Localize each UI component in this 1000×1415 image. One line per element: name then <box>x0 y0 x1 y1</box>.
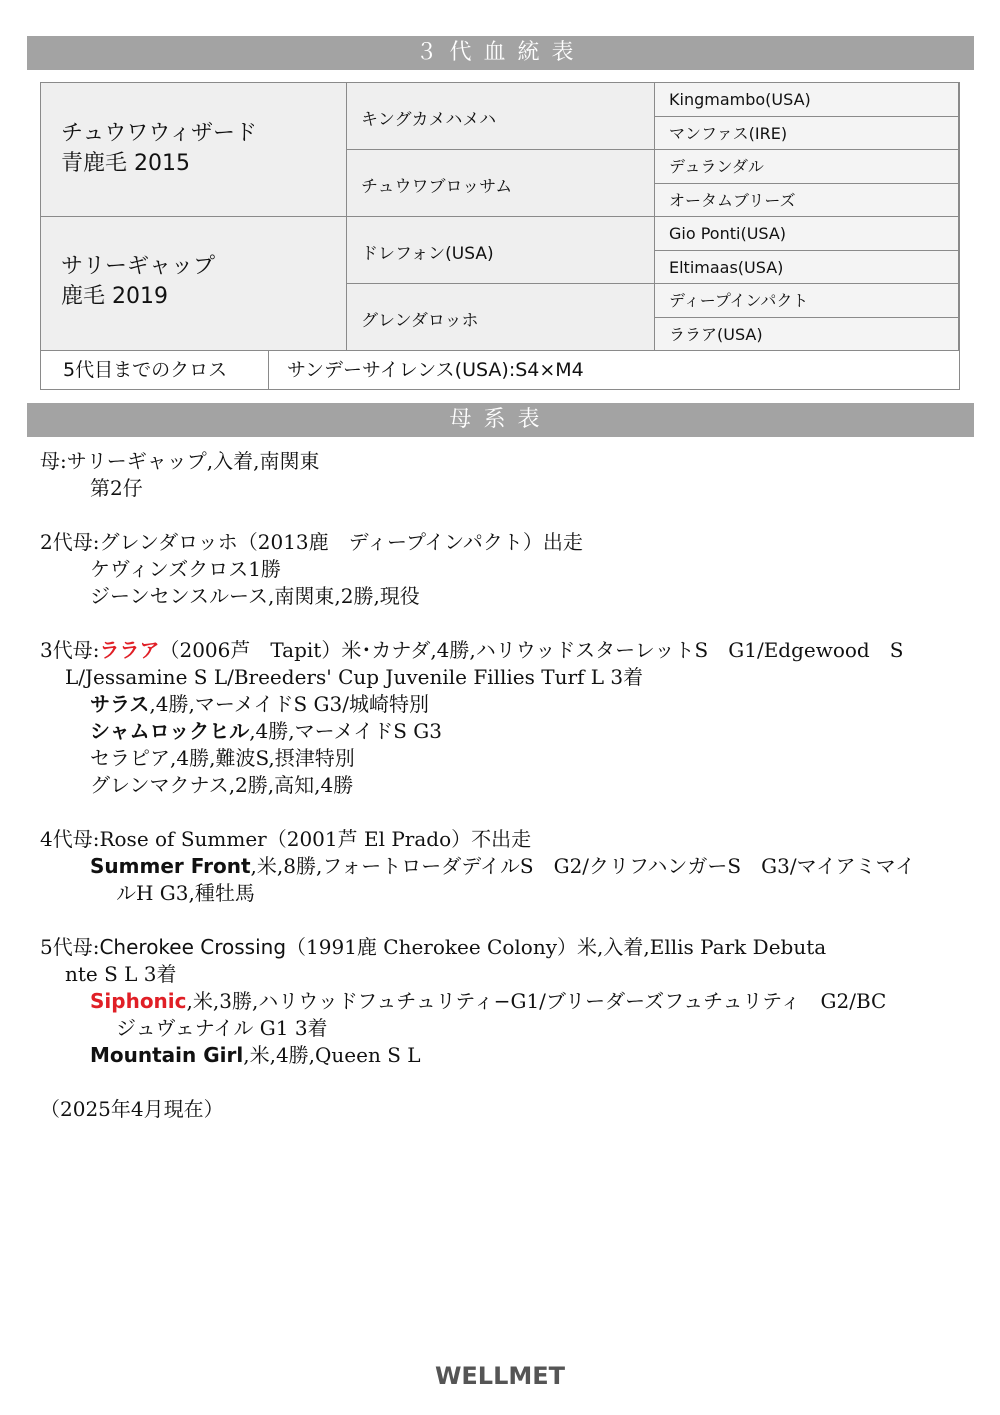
third-dam-record: （2006芦 Tapit）米･カナダ,4勝,ハリウッドスターレットS G1/Edgewood S <box>159 638 904 662</box>
ggs-3: デュランダル <box>669 157 764 176</box>
cross-value: サンデーサイレンス(USA):S4×M4 <box>287 359 584 381</box>
sire-name: チュウワウィザード <box>61 121 258 146</box>
dam-sire-cell <box>347 217 655 284</box>
ggs-8-cell <box>655 318 959 351</box>
child-name: Siphonic <box>90 989 187 1013</box>
sire-sire-name: キングカメハメハ <box>361 110 497 130</box>
ggs-5-cell <box>655 217 959 251</box>
fourth-dam-line: 4代母:Rose of Summer（2001芦 El Prado）不出走 <box>40 827 532 851</box>
dam-line: 母:サリーギャップ,入着,南関東 <box>40 449 320 473</box>
ggs-7-cell <box>655 284 959 318</box>
third-dam-child: セラピア,4勝,難波S,摂津特別 <box>90 746 355 770</box>
fifth-dam-child <box>90 1042 421 1069</box>
dam-info: 鹿毛 2019 <box>61 284 168 309</box>
second-dam-line: 2代母:グレンダロッホ（2013鹿 ディープインパクト）出走 <box>40 530 583 554</box>
cross-label: 5代目までのクロス <box>41 351 269 389</box>
ggs-4: オータムブリーズ <box>669 191 796 210</box>
sire-cell <box>41 83 347 217</box>
third-dam-line <box>40 637 903 664</box>
fifth-dam-name: Cherokee Crossing <box>99 935 287 959</box>
second-dam-child: ケヴィンズクロス1勝 <box>90 557 281 581</box>
ggs-6: Eltimaas(USA) <box>669 258 784 277</box>
fourth-dam-child-cont: ルH G3,種牡馬 <box>116 881 255 905</box>
dam-sire-name: ドレフォン(USA) <box>361 244 494 264</box>
fifth-dam-child-cont: ジュヴェナイル G1 3着 <box>116 1016 328 1040</box>
child-record: ,米,3勝,ハリウッドフュチュリティ−G1/ブリーダーズフュチュリティ G2/BC <box>186 989 887 1013</box>
third-dam-child <box>90 691 429 718</box>
fifth-dam-child <box>90 988 886 1015</box>
child-name: Summer Front <box>90 854 251 878</box>
child-record: ,4勝,マーメイドS G3/城崎特別 <box>149 692 429 716</box>
child-record: ,米,8勝,フォートローダデイルS G2/クリフハンガーS G3/マイアミマイ <box>250 854 916 878</box>
fifth-dam-prefix: 5代母: <box>40 935 100 959</box>
sire-dam-name: チュウワブロッサム <box>361 177 513 197</box>
second-dam-child: ジーンセンスルース,南関東,2勝,現役 <box>90 584 420 608</box>
ggs-1-cell <box>655 83 959 117</box>
sire-dam-cell <box>347 150 655 217</box>
as-of-date: （2025年4月現在） <box>40 1097 224 1121</box>
fifth-dam-record: （1991鹿 Cherokee Colony）米,入着,Ellis Park Debuta <box>286 935 827 959</box>
pedigree-section-header: ３代血統表 <box>27 36 974 70</box>
child-name: シャムロックヒル <box>90 719 250 743</box>
sire-sire-cell <box>347 83 655 150</box>
dam-dam-cell <box>347 284 655 351</box>
child-record: ,4勝,マーメイドS G3 <box>249 719 443 743</box>
ggs-3-cell <box>655 150 959 184</box>
dam-dam-name: グレンダロッホ <box>361 311 479 331</box>
third-dam-child <box>90 718 442 745</box>
third-dam-name: ララア <box>99 638 160 662</box>
child-name: サラス <box>90 692 150 716</box>
sire-info: 青鹿毛 2015 <box>61 151 190 176</box>
ggs-1: Kingmambo(USA) <box>669 90 811 109</box>
third-dam-prefix: 3代母: <box>40 638 100 662</box>
ggs-7: ディープインパクト <box>669 291 809 310</box>
ggs-8: ララア(USA) <box>669 325 763 344</box>
ggs-5: Gio Ponti(USA) <box>669 224 787 243</box>
fifth-dam-line-cont: nte S L 3着 <box>65 962 177 986</box>
wellmet-logo: WELLMET <box>434 1362 566 1390</box>
fifth-dam-line <box>40 934 826 961</box>
child-name: Mountain Girl <box>90 1043 244 1067</box>
ggs-6-cell <box>655 251 959 284</box>
dam-child: 第2仔 <box>90 476 143 500</box>
dam-name: サリーギャップ <box>61 254 216 279</box>
family-section-header: 母系表 <box>27 403 974 437</box>
pedigree-table <box>40 82 960 390</box>
child-record: ,米,4勝,Queen S L <box>243 1043 421 1067</box>
inbreeding-cross-row <box>41 351 959 389</box>
fourth-dam-child <box>90 853 915 880</box>
ggs-4-cell <box>655 184 959 217</box>
ggs-2-cell <box>655 117 959 150</box>
third-dam-line-cont: L/Jessamine S L/Breeders' Cup Juvenile Fillies Turf L 3着 <box>65 665 644 689</box>
ggs-2: マンファス(IRE) <box>669 124 788 143</box>
dam-cell <box>41 217 347 351</box>
third-dam-child: グレンマクナス,2勝,高知,4勝 <box>90 773 354 797</box>
